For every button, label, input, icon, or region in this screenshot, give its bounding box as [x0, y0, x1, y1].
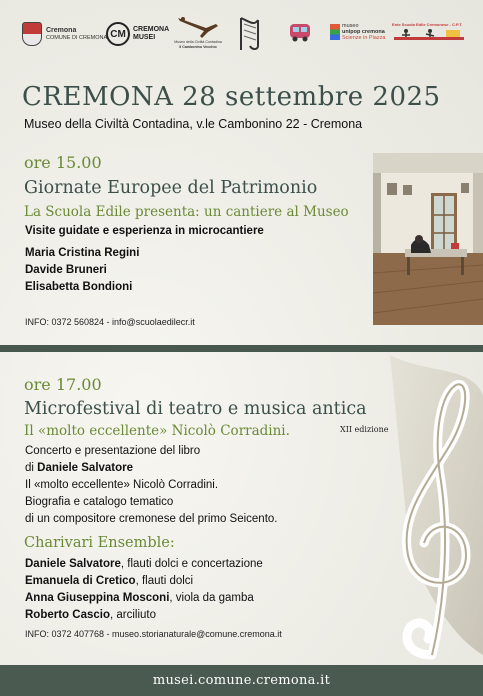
event2-title: Microfestival di teatro e musica antica — [24, 399, 367, 419]
book-author: Daniele Salvatore — [37, 462, 134, 474]
book-line: Biografia e catalogo tematico — [25, 496, 174, 508]
lyre-icon — [238, 16, 264, 52]
event1-person: Maria Cristina Regini — [25, 247, 140, 259]
crest-icon — [22, 22, 42, 46]
colorbar-icon — [330, 24, 340, 40]
performer-line: Anna Giuseppina Mosconi, viola da gamba — [25, 592, 254, 604]
museo-name: unipop cremona — [342, 29, 385, 35]
event1-person: Elisabetta Bondioni — [25, 281, 133, 293]
musei-line1: CREMONA — [133, 26, 170, 33]
comune-sub: COMUNE DI CREMONA — [46, 34, 108, 41]
event1-time: ore 15.00 — [24, 153, 102, 172]
event1-info: INFO: 0372 560824 - info@scuolaedilecr.it — [25, 317, 195, 327]
scuola-edile-name: Ente Scuola Edile Cremonese - C.P.T. — [392, 22, 463, 27]
event2-subtitle: Il «molto eccellente» Nicolò Corradini. — [24, 423, 290, 439]
performer-line: Roberto Cascio, arciliuto — [25, 609, 157, 621]
treble-clef-icon — [370, 355, 483, 665]
museo-suffix: Scienze in Piazza — [342, 35, 386, 41]
performer-line: Daniele Salvatore, flauti dolci e concertazione — [25, 558, 263, 570]
book-author-line: di Daniele Salvatore — [25, 462, 134, 474]
comune-name: Cremona — [46, 26, 77, 34]
edition-label: XII edizione — [340, 425, 389, 434]
performer-line: Emanuela di Cretico, flauti dolci — [25, 575, 194, 587]
builders-icon — [392, 27, 468, 43]
website-link[interactable]: musei.comune.cremona.it — [152, 673, 331, 688]
book-line: di un compositore cremonese del primo Seicento. — [25, 513, 278, 525]
scuola-edile-logo — [392, 22, 468, 43]
cm-monogram-icon: CM — [106, 22, 130, 46]
musei-line2: MUSEI — [133, 34, 156, 41]
book-line: Concerto e presentazione del libro — [25, 445, 201, 457]
event2-time: ore 17.00 — [24, 375, 102, 394]
bus-logo — [288, 21, 312, 43]
cremona-musei-logo — [106, 22, 169, 46]
musical-logo — [238, 16, 264, 52]
bus-icon — [288, 21, 312, 43]
venue-address: Museo della Civiltà Contadina, v.le Cambonino 22 - Cremona — [24, 117, 363, 131]
footer-band — [0, 665, 483, 696]
event1-subtitle: La Scuola Edile presenta: un cantiere al Museo — [24, 204, 349, 220]
book-line: Il «molto eccellente» Nicolò Corradini. — [25, 479, 219, 491]
cambonino-logo — [170, 14, 226, 50]
logo-strip — [20, 14, 470, 56]
museum-interior-photo — [373, 153, 483, 325]
comune-cremona-logo — [22, 22, 107, 46]
museo-prefix: museo — [342, 23, 359, 29]
cambonino-line1: Museo della Civiltà Contadina — [174, 40, 222, 44]
page-title: CREMONA 28 settembre 2025 — [22, 82, 441, 112]
museo-unipop-logo — [330, 23, 385, 41]
section-divider — [0, 345, 483, 352]
event1-title: Giornate Europee del Patrimonio — [24, 178, 318, 198]
event1-description: Visite guidate e esperienza in microcantiere — [25, 225, 264, 237]
ensemble-title: Charivari Ensemble: — [24, 535, 175, 551]
plough-icon — [176, 14, 220, 40]
event1-person: Davide Bruneri — [25, 264, 107, 276]
event2-info: INFO: 0372 407768 - museo.storianaturale@comune.cremona.it — [25, 629, 282, 639]
cambonino-line2: Il Cambonino Vecchio — [179, 45, 217, 49]
